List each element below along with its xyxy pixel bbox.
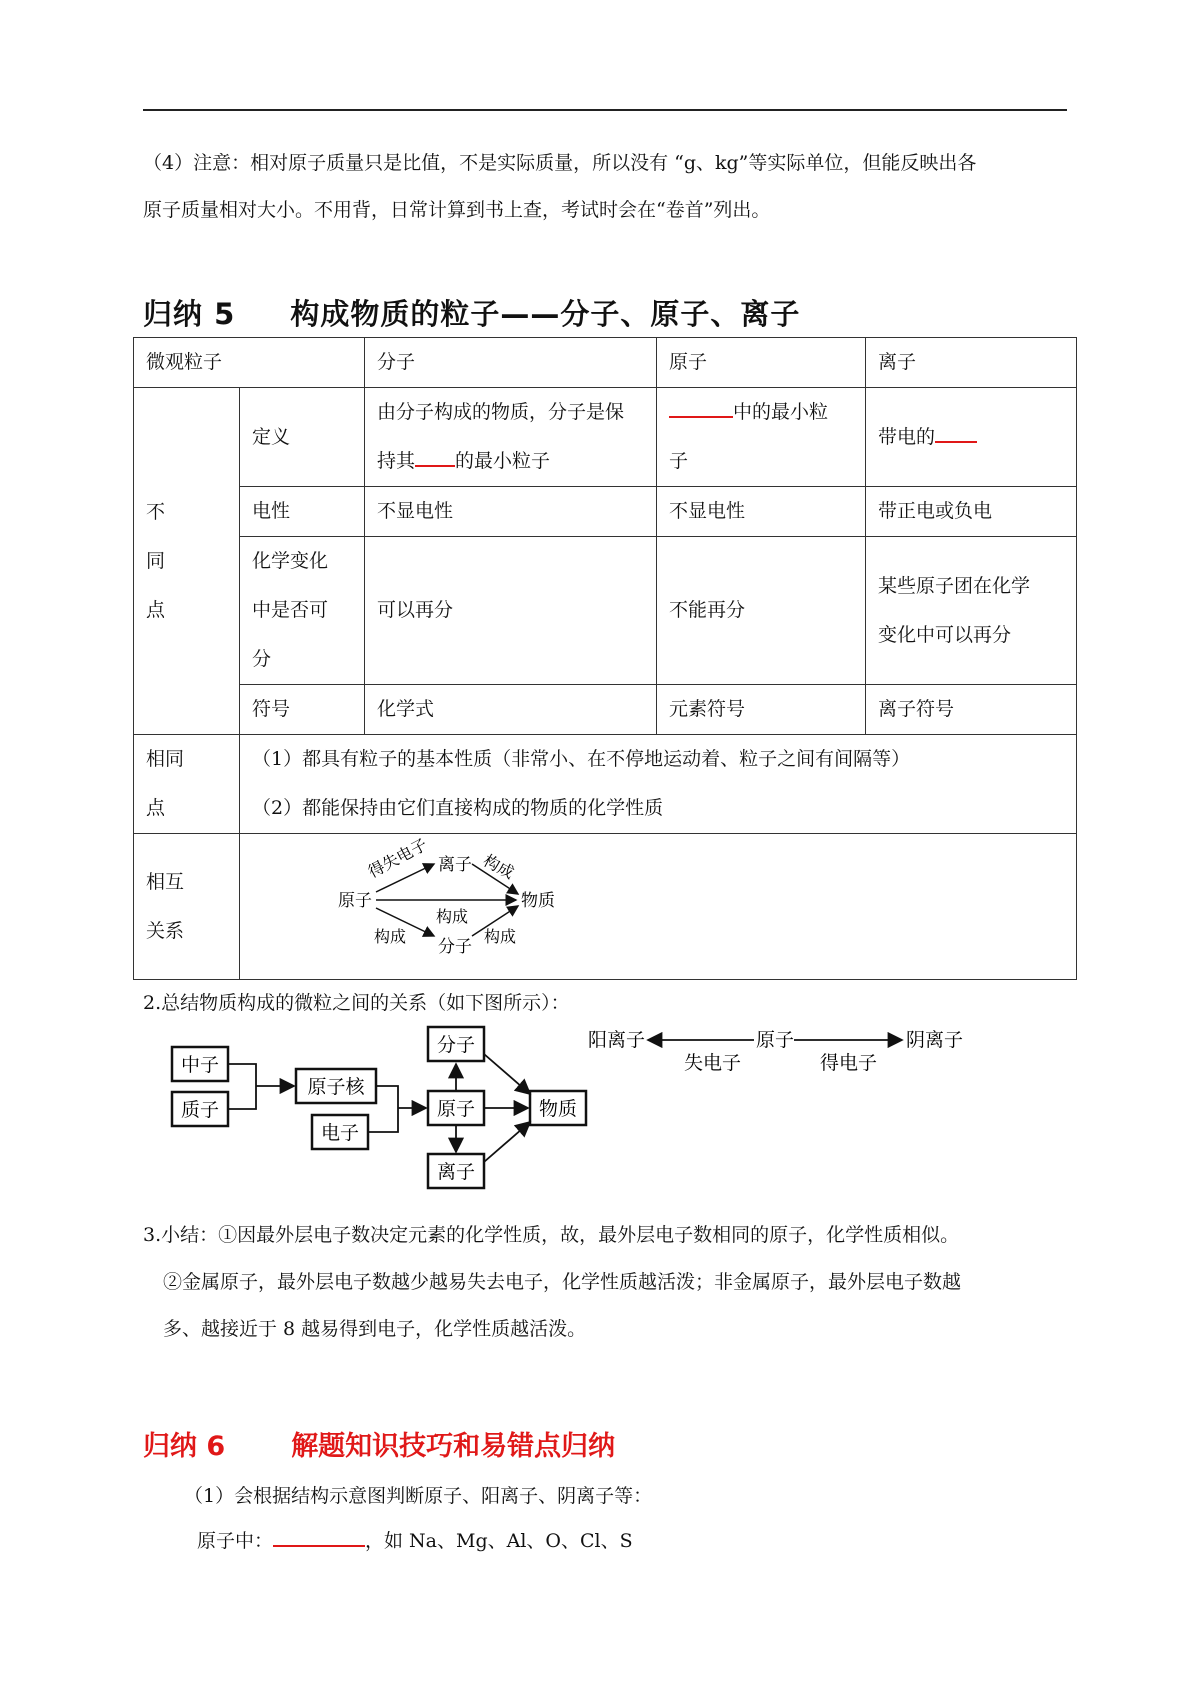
header-particle: 微观粒子 (134, 338, 365, 388)
same-content: （1）都具有粒子的基本性质（非常小、在不停地运动着、粒子之间有间隔等） （2）都能保持由它们直接构成的物质的化学性质 (240, 735, 1077, 834)
table-row-symbol: 符号 化学式 元素符号 离子符号 (134, 685, 1077, 735)
section-5-heading (143, 292, 800, 333)
label-substance: 物质 (538, 1098, 578, 1120)
summary-3-line1: 3.小结：①因最外层电子数决定元素的化学性质，故，最外层电子数相同的原子，化学性质相似。 (143, 1224, 960, 1246)
label-anion: 阴离子 (906, 1029, 964, 1051)
rel-molecule: 分子 (438, 937, 472, 957)
rel-compose1: 构成 (480, 850, 518, 883)
rel-compose3: 构成 (374, 927, 407, 946)
summary-3 (143, 1212, 1068, 1353)
connector-nucleus-electron (368, 1086, 398, 1132)
fill-blank (935, 440, 977, 443)
section-5-label: 归纳 5 (143, 297, 236, 331)
tips-atom-line: 原子中： ，如 Na、Mg、Al、O、Cl、S (197, 1530, 633, 1552)
rel-atom: 原子 (338, 891, 372, 911)
fill-blank (273, 1544, 365, 1547)
section-5-title: 构成物质的粒子——分子、原子、离子 (290, 297, 801, 331)
table-row-charge: 电性 不显电性 不显电性 带正电或负电 (134, 487, 1077, 537)
note-4 (143, 140, 1068, 234)
label-electron: 电子 (320, 1122, 360, 1144)
summary-2-text: 2.总结物质构成的微粒之间的关系（如下图所示）： (143, 992, 570, 1014)
relation-label: 相互 关系 (134, 834, 240, 980)
definition-atom: 中的最小粒 子 (657, 388, 866, 487)
ion-diagram (588, 1024, 978, 1080)
header-ion: 离子 (866, 338, 1077, 388)
arrow-ion-substance (484, 1122, 530, 1162)
divisible-label: 化学变化 中是否可 分 (240, 537, 365, 685)
same-label: 相同 点 (134, 735, 240, 834)
particles-table (133, 337, 1077, 980)
rel-compose4: 构成 (484, 927, 517, 946)
connector-nucleons (228, 1064, 256, 1109)
label-gain-electron: 得电子 (820, 1052, 878, 1074)
table-row-same (134, 735, 1077, 834)
relation-cell (240, 834, 1077, 980)
label-ion: 离子 (436, 1161, 476, 1183)
note-4-line2: 原子质量相对大小。不用背，日常计算到书上查，考试时会在“卷首”列出。 (143, 199, 771, 221)
rel-ion: 离子 (438, 855, 472, 875)
table-row-definition (134, 388, 1077, 487)
label-ion-atom: 原子 (756, 1029, 795, 1051)
arrow-molecule-substance (484, 1054, 530, 1094)
label-molecule: 分子 (436, 1034, 476, 1056)
rel-gain-lose: 得失电子 (364, 834, 431, 882)
label-nucleus: 原子核 (307, 1076, 365, 1098)
label-neutron: 中子 (180, 1054, 220, 1076)
definition-ion: 带电的 (866, 388, 1077, 487)
composition-diagram (160, 1024, 578, 1184)
summary-3-line3: 多、越接近于 8 越易得到电子，化学性质越活泼。 (163, 1318, 587, 1340)
rel-substance: 物质 (521, 891, 555, 911)
fill-blank (415, 464, 455, 467)
label-atom: 原子 (436, 1098, 476, 1120)
relation-diagram (338, 834, 638, 980)
header-atom: 原子 (657, 338, 866, 388)
definition-label: 定义 (240, 388, 365, 487)
fill-blank (669, 415, 733, 418)
header-rule (143, 109, 1067, 111)
table-header-row (134, 338, 1077, 388)
label-cation: 阳离子 (588, 1029, 646, 1051)
section-6-label: 归纳 6 (143, 1431, 226, 1462)
table-row-divisible: 化学变化 中是否可 分 可以再分 不能再分 某些原子团在化学 变化中可以再分 (134, 537, 1077, 685)
summary-3-line2: ②金属原子，最外层电子数越少越易失去电子，化学性质越活泼；非金属原子，最外层电子数越 (163, 1271, 962, 1293)
diff-label: 不 同 点 (134, 388, 240, 735)
label-proton: 质子 (180, 1099, 220, 1121)
note-4-line1: （4）注意：相对原子质量只是比值，不是实际质量，所以没有 “g、kg”等实际单位，但能反映出各 (143, 152, 977, 174)
section-6-heading (143, 1424, 615, 1463)
header-molecule: 分子 (365, 338, 657, 388)
table-row-relation (134, 834, 1077, 980)
rel-compose2: 构成 (436, 907, 469, 926)
divisible-ion: 某些原子团在化学 变化中可以再分 (866, 537, 1077, 685)
tips-line1: （1）会根据结构示意图判断原子、阳离子、阴离子等： (184, 1485, 653, 1507)
definition-molecule: 由分子构成的物质，分子是保 持其 的最小粒子 (365, 388, 657, 487)
section-6-title: 解题知识技巧和易错点归纳 (291, 1431, 616, 1462)
label-lose-electron: 失电子 (684, 1052, 742, 1074)
